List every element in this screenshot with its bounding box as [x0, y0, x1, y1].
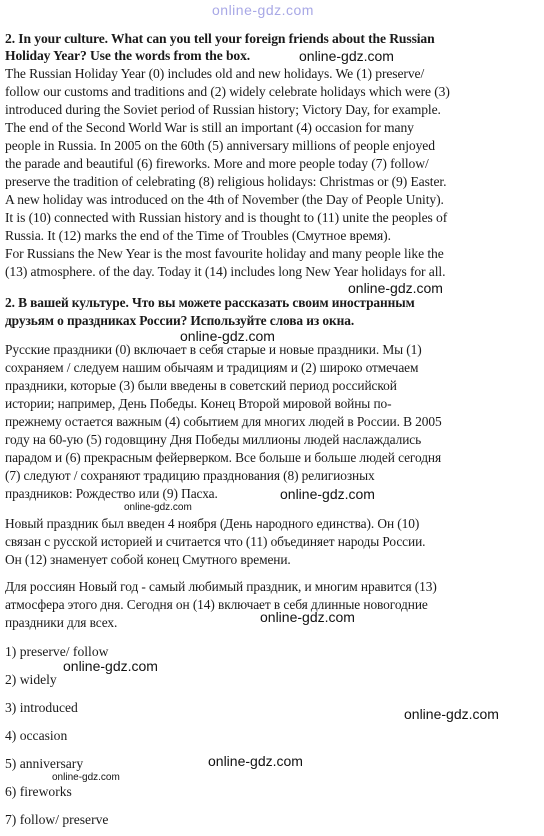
russian-text-line: праздники для всех.: [5, 615, 118, 630]
russian-text-line: связан с русской историей и считается что (11) объединяет народы России.: [5, 534, 426, 549]
english-text-line: the parade and beautiful (6) fireworks. More and more people today (7) follow/: [5, 156, 429, 171]
russian-text-line: Русские праздники (0) включает в себя старые и новые праздники. Мы (1): [5, 342, 422, 357]
english-text-line: preserve the tradition of celebrating (8) religious holidays: Christmas or (9) Easter.: [5, 174, 447, 189]
watermark-top: online-gdz.com: [212, 2, 314, 18]
english-heading-line-1: 2. In your culture. What can you tell your foreign friends about the Russian: [5, 31, 435, 46]
answer-item: 1) preserve/ follow: [5, 644, 109, 659]
english-text-line: Russia. It (12) marks the end of the Time of Troubles (Смутное время).: [5, 228, 391, 243]
watermark: online-gdz.com: [280, 486, 375, 502]
russian-text-line: году на 60-ую (5) годовщину Дня Победы миллионы людей наслаждались: [5, 432, 422, 447]
answer-item: 7) follow/ preserve: [5, 812, 109, 827]
russian-text-line: праздников: Рождество или (9) Пасха.: [5, 486, 218, 501]
watermark: online-gdz.com: [63, 658, 158, 674]
russian-text-line: истории; например, День Победы. Конец Второй мировой войны по-: [5, 396, 392, 411]
russian-heading-line-2: друзьям о праздниках России? Используйте слова из окна.: [5, 313, 355, 328]
watermark-small: online-gdz.com: [124, 502, 192, 513]
answer-item: 3) introduced: [5, 700, 78, 715]
english-text-line: people in Russia. In 2005 on the 60th (5) anniversary millions of people enjoyed: [5, 138, 435, 153]
answer-item: 4) occasion: [5, 728, 68, 743]
russian-text-line: (7) следуют / сохраняют традицию празднования (8) религиозных: [5, 468, 375, 483]
russian-heading-line-1: 2. В вашей культуре. Что вы можете рассказать своим иностранным: [5, 295, 415, 310]
answer-item: 5) anniversary: [5, 756, 84, 771]
english-text-line: The Russian Holiday Year (0) includes old and new holidays. We (1) preserve/: [5, 66, 425, 81]
russian-text-line: Он (12) знаменует собой конец Смутного времени.: [5, 552, 291, 567]
watermark: online-gdz.com: [260, 609, 355, 625]
english-text-line: The end of the Second World War is still an important (4) occasion for many: [5, 120, 414, 135]
russian-text-line: сохраняем / следуем нашим обычаям и традициям и (2) широко отмечаем: [5, 360, 419, 375]
russian-text-line: Для россиян Новый год - самый любимый праздник, и многим нравится (13): [5, 579, 437, 594]
russian-text-line: праздники, которые (3) были введены в советский период российской: [5, 378, 397, 393]
russian-text-line: парадом и (6) прекрасным фейерверком. Все больше и больше людей сегодня: [5, 450, 442, 465]
watermark: online-gdz.com: [180, 328, 275, 344]
watermark: online-gdz.com: [208, 753, 303, 769]
russian-text-line: прежнему остается важным (4) событием для многих людей в России. В 2005: [5, 414, 442, 429]
russian-text-line: атмосфера этого дня. Сегодня он (14) включает в себя длинные новогодние: [5, 597, 428, 612]
watermark: online-gdz.com: [299, 48, 394, 64]
english-text-line: For Russians the New Year is the most favourite holiday and many people like the: [5, 246, 444, 261]
watermark: online-gdz.com: [404, 706, 499, 722]
english-text-line: (13) atmosphere. of the day. Today it (14) includes long New Year holidays for all.: [5, 264, 446, 279]
watermark: online-gdz.com: [348, 280, 443, 296]
english-text-line: introduced during the Soviet period of Russian history; Victory Day, for example.: [5, 102, 441, 117]
english-text-line: follow our customs and traditions and (2) widely celebrate holidays which were (3): [5, 84, 450, 99]
answer-item: 6) fireworks: [5, 784, 72, 799]
answer-item: 2) widely: [5, 672, 57, 687]
watermark-small: online-gdz.com: [52, 772, 120, 783]
english-heading-line-2: Holiday Year? Use the words from the box.: [5, 48, 251, 63]
russian-text-line: Новый праздник был введен 4 ноября (День народного единства). Он (10): [5, 516, 420, 531]
english-text-line: It is (10) connected with Russian history and is thought to (11) unite the peoples of: [5, 210, 448, 225]
english-text-line: A new holiday was introduced on the 4th of November (the Day of People Unity).: [5, 192, 444, 207]
